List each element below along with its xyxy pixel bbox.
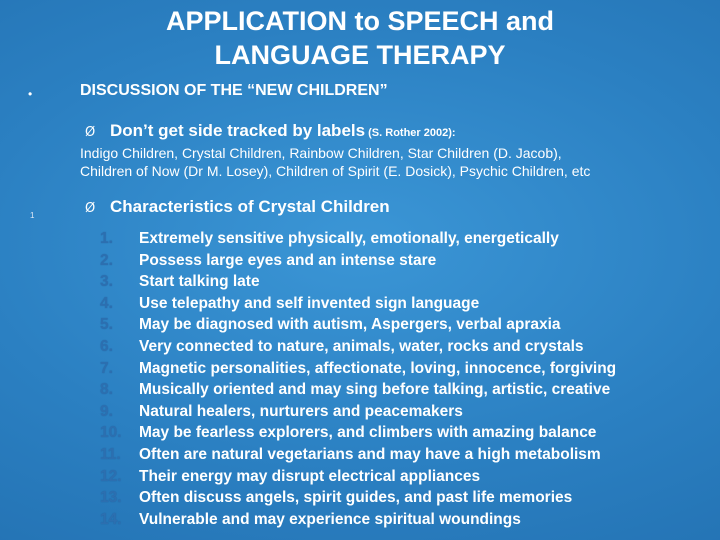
subpoint-labels-text: Don’t get side tracked by labels	[110, 121, 366, 140]
list-item-text: Natural healers, nurturers and peacemakers	[139, 402, 463, 420]
list-item-text: Magnetic personalities, affectionate, loving, innocence, forgiving	[139, 359, 617, 377]
list-item-number: 7.	[100, 359, 113, 377]
stray-mark: 1	[30, 211, 35, 220]
list-item-text: Start talking late	[139, 273, 260, 291]
list-item-number: 11.	[100, 445, 121, 463]
list-item-number: 13.	[100, 489, 122, 507]
list-item-number: 10.	[100, 424, 122, 442]
subpoint-labels	[110, 121, 456, 143]
list-item-text: May be fearless explorers, and climbers with amazing balance	[139, 424, 597, 442]
list-item-text: Use telepathy and self invented sign language	[139, 294, 480, 312]
slide-title	[0, 4, 720, 72]
list-item-number: 8.	[100, 381, 113, 399]
list-item-number: 14.	[100, 510, 122, 528]
list-item-text: Often are natural vegetarians and may have a high metabolism	[139, 445, 601, 463]
list-item-number: 4.	[100, 294, 113, 312]
children-names	[80, 144, 720, 180]
list-item-number: 6.	[100, 337, 113, 355]
title-line-2: LANGUAGE THERAPY	[214, 40, 506, 70]
bullet-dot-icon: •	[28, 87, 33, 101]
list-item-number: 2.	[100, 251, 113, 269]
list-item-text: Their energy may disrupt electrical appliances	[139, 467, 481, 485]
children-names-line-2: Children of Now (Dr M. Losey), Children of Spirit (E. Dosick), Psychic Children, etc	[80, 163, 591, 179]
list-item-text: Very connected to nature, animals, water, rocks and crystals	[139, 337, 584, 355]
list-item-text: Vulnerable and may experience spiritual woundings	[139, 510, 521, 528]
arrow-bullet-icon: Ø	[85, 201, 96, 216]
arrow-bullet-icon: Ø	[85, 125, 96, 140]
title-line-1: APPLICATION to SPEECH and	[165, 6, 555, 36]
list-item-number: 9.	[100, 402, 113, 420]
list-item-number: 5.	[100, 316, 113, 334]
children-names-line-1: Indigo Children, Crystal Children, Rainbow Children, Star Children (D. Jacob),	[80, 145, 562, 161]
subpoint-characteristics: Characteristics of Crystal Children	[110, 197, 390, 216]
subpoint-labels-citation: (S. Rother 2002):	[365, 127, 456, 139]
list-item-text: Often discuss angels, spirit guides, and past life memories	[139, 489, 573, 507]
section-heading: DISCUSSION OF THE “NEW CHILDREN”	[80, 82, 388, 99]
list-item-text: Possess large eyes and an intense stare	[139, 251, 437, 269]
list-item-text: Extremely sensitive physically, emotionally, energetically	[139, 230, 559, 247]
list-item-number: 12.	[100, 467, 122, 485]
list-item-text: Musically oriented and may sing before talking, artistic, creative	[139, 381, 611, 399]
list-item-number: 3.	[100, 273, 113, 291]
list-item-text: May be diagnosed with autism, Aspergers, verbal apraxia	[139, 316, 561, 334]
list-item-number: 1.	[100, 230, 113, 247]
